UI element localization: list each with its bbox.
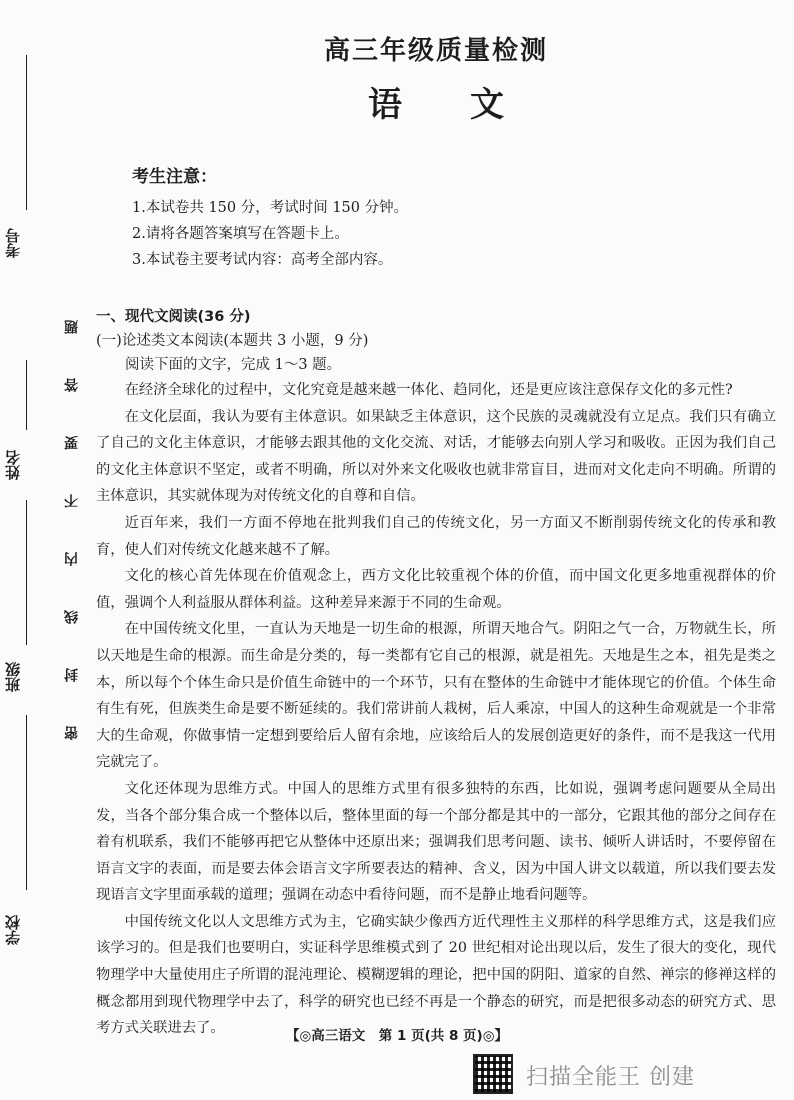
school-label: 学校 xyxy=(4,915,22,945)
seal-char: 要 xyxy=(64,436,80,450)
class-line xyxy=(26,500,27,645)
passage-paragraph: 在中国传统文化里，一直认为天地是一切生命的根源，所谓天地合气。阴阳之气一合，万物就生长，所以天地是生命的根源。而生命是分类的，每一类都有它自己的根源，就是祖先。天地是生之本，祖先是类之本，所以每个个体生命只是价值生命链中的一个环节，只有在整体的生命链中才能体现它的价值。个体生命有生有死，但族类生命是要不断延续的。我们常讲前人栽树，后人乘凉，中国人的这种生命观就是一个非常大的生命观，你做事情一定想到要给后人留有余地，应该给后人的发展创造更好的条件，而不是我这一代用完就完了。 xyxy=(96,621,776,771)
seal-char: 题 xyxy=(64,320,80,334)
class-label: 班级 xyxy=(4,662,22,692)
binding-margin xyxy=(0,0,80,1100)
notice-item: 3.本试卷主要考试内容：高考全部内容。 xyxy=(132,252,393,268)
subject-title: 语文 xyxy=(368,85,572,125)
seal-char: 内 xyxy=(64,552,80,566)
reading-instruction: 阅读下面的文字，完成 1～3 题。 xyxy=(125,357,342,373)
exam-title: 高三年级质量检测 xyxy=(323,36,548,66)
exam-notice xyxy=(132,162,776,273)
page-footer: 【◎高三语文 第 1 页(共 8 页)◎】 xyxy=(286,1028,508,1044)
name-label: 姓名 xyxy=(4,450,22,480)
passage-paragraph: 中国传统文化以人文思维方式为主，它确实缺少像西方近代理性主义那样的科学思维方式，这是我们应该学习的。但是我们也要明白，实证科学思维模式到了 20 世纪相对论出现以后，发生了很大的变化，现代物理学中大量使用庄子所谓的混沌理论、模糊逻辑的理论，把中国的阴阳、道家的自然、禅宗的修禅这样的概念都用到现代物理学中去了，科学的研究也已经不再是一个静态的研究，而是把很多动态的研究方式、思考方式关联进去了。 xyxy=(96,913,776,1037)
passage-paragraph: 在经济全球化的过程中，文化究竟是越来越一体化、趋同化，还是更应该注意保存文化的多元性? xyxy=(124,382,733,398)
passage-paragraph: 文化还体现为思维方式。中国人的思维方式里有很多独特的东西，比如说，强调考虑问题要从全局出发，当各个部分集合成一个整体以后，整体里面的每一个部分都是其中的一部分，它跟其他的部分之间存在着有机联系，我们不能够再把它从整体中还原出来；强调我们思考问题、读书、倾听人讲话时，不要停留在语言文字的表面，而是要去体会语言文字所要表达的精神、含义，因为中国人讲文以载道，所以我们要去发现语言文字里面承载的道理；强调在动态中看待问题，而不是静止地看问题等。 xyxy=(96,780,776,904)
passage-paragraph: 近百年来，我们一方面不停地在批判我们自己的传统文化，另一方面又不断削弱传统文化的传承和教育，使人们对传统文化越来越不了解。 xyxy=(96,514,776,558)
page-content xyxy=(96,30,776,1042)
section-heading: 一、现代文阅读(36 分) xyxy=(96,309,251,325)
passage-paragraph: 在文化层面，我认为要有主体意识。如果缺乏主体意识，这个民族的灵魂就没有立足点。我们只有确立了自己的文化主体意识，才能够去跟其他的文化交流、对话，才能够去向别人学习和吸收。正因为我们自己的文化主体意识不坚定，或者不明确，所以对外来文化吸收也就非常盲目，进而对文化走向不明确。所谓的主体意识，其实就体现为对传统文化的自尊和自信。 xyxy=(96,408,776,505)
exam-number-line xyxy=(26,55,27,210)
seal-char: 封 xyxy=(64,668,80,682)
subsection-heading: (一)论述类文本阅读(本题共 3 小题，9 分) xyxy=(96,333,369,349)
passage-paragraph: 文化的核心首先体现在价值观念上，西方文化比较重视个体的价值，而中国文化更多地重视群体的价值，强调个人利益服从群体利益。这种差异来源于不同的生命观。 xyxy=(96,568,776,611)
scanner-watermark: 扫描全能王 创建 xyxy=(526,1065,695,1090)
notice-item: 1.本试卷共 150 分，考试时间 150 分钟。 xyxy=(132,200,409,216)
school-line xyxy=(26,715,27,890)
seal-char: 密 xyxy=(64,726,80,740)
reading-passage xyxy=(96,377,776,1042)
qr-code-icon xyxy=(473,1054,513,1094)
seal-char: 答 xyxy=(64,378,80,392)
seal-char: 线 xyxy=(64,610,80,624)
seal-char: 不 xyxy=(64,494,80,508)
notice-item: 2.请将各题答案填写在答题卡上。 xyxy=(132,226,349,242)
exam-number-label: 考号 xyxy=(4,228,22,258)
notice-heading: 考生注意： xyxy=(132,167,217,187)
name-line xyxy=(26,360,27,430)
seal-line-notice xyxy=(62,320,82,740)
